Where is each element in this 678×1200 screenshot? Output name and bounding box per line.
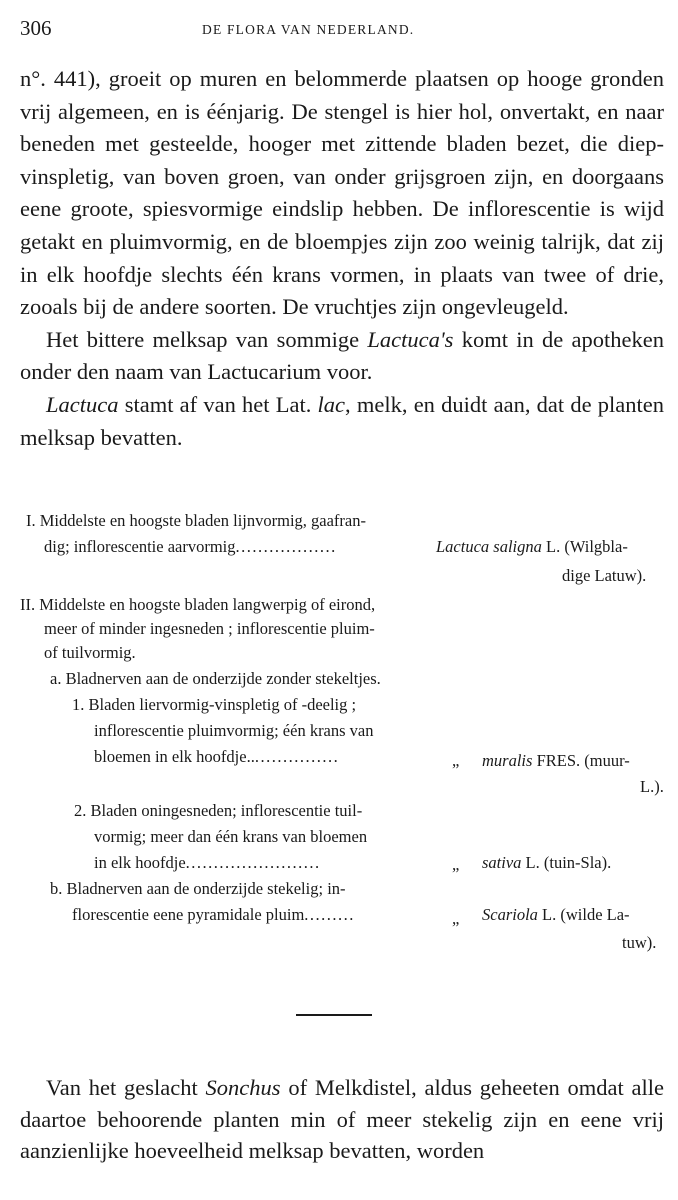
species-author: L. (tuin-Sla).	[521, 853, 612, 872]
key-entry-II-line1: II. Middelste en hoogste bladen langwerpig of eirond,	[20, 595, 376, 614]
species-author: FRES. (muur-	[532, 751, 630, 770]
key-result-I	[436, 534, 628, 559]
paragraph-2-genus: Lactuca's	[367, 326, 454, 352]
paragraph-3-text: stamt af van het Lat.	[118, 391, 318, 417]
key-entry-b-line1: b. Bladnerven aan de onderzijde stekelig; in-	[50, 879, 346, 898]
section-divider	[296, 1014, 372, 1016]
paragraph-3-latin: lac	[317, 391, 346, 417]
key-entry-I-line1: I. Middelste en hoogste bladen lijnvormig, gaafran-	[26, 511, 366, 530]
body-text	[20, 63, 664, 454]
key-entry-b-text: florescentie eene pyramidale pluim	[72, 905, 305, 924]
species-author: L. (Wilgbla-	[541, 537, 628, 556]
species-name: Lactuca saligna	[436, 537, 542, 556]
key-result-a1	[482, 748, 630, 773]
species-name: muralis	[482, 751, 533, 770]
paragraph-3-text-end: , melk, en duidt aan, dat de planten melksap bevatten.	[20, 391, 665, 450]
key-leader-dots: ...............	[254, 747, 340, 766]
paragraph-2-text-end: komt in de apotheken onder den naam van Lactucarium voor.	[20, 326, 665, 385]
paragraph-3-genus: Lactuca	[46, 391, 119, 417]
key-entry-a2-line1: 2. Bladen oningesneden; inflorescentie tuil-	[74, 801, 363, 820]
paragraph-sonchus-text-end: of Melkdistel, aldus geheeten omdat alle daartoe behoorende planten min of meer stekelig zijn en eene vrij aanzienlijke hoeveelheid melksap bevatten, worden	[20, 1075, 664, 1163]
key-leader-dots: .........	[304, 905, 355, 924]
ditto-mark: „	[452, 909, 460, 928]
page-number: 306	[20, 16, 52, 40]
key-result-a1-cont: L.).	[640, 777, 664, 796]
key-entry-I-text: dig; inflorescentie aarvormig	[44, 537, 236, 556]
key-entry-b-line2	[72, 902, 355, 927]
key-entry-a1-line3	[94, 744, 339, 769]
paragraph-3	[20, 389, 664, 454]
paragraph-1: n°. 441), groeit op muren en belommerde plaatsen op hooge gronden vrij algemeen, en is éénjarig. De stengel is hier hol, onvertakt, en naar beneden met gesteelde, hooger met zittende bladen bezet, die diep-vinspletig, van boven groen, van onder grijsgroen zijn, en doorgaans eene groote, spiesvormige eindslip hebben. De inflorescentie is wijd getakt en pluimvormig, en de bloempjes zijn zoo weinig talrijk, dat zij in elk hoofdje slechts één krans vormen, in plaats van twee of drie, zooals bij de andere soorten. De vruchtjes zijn ongevleugeld.	[20, 66, 664, 320]
key-result-b-cont: tuw).	[622, 933, 657, 952]
key-leader-dots: ..................	[235, 537, 337, 556]
running-title: DE FLORA VAN NEDERLAND.	[202, 22, 415, 37]
key-leader-dots: ........................	[185, 853, 321, 872]
key-entry-II-line3: of tuilvormig.	[44, 643, 136, 662]
paragraph-sonchus-text: Van het geslacht	[46, 1075, 206, 1100]
key-entry-I-line2	[44, 534, 337, 559]
species-author: L. (wilde La-	[537, 905, 630, 924]
paragraph-2-text: Het bittere melksap van sommige	[46, 326, 368, 352]
key-result-a2	[482, 850, 611, 875]
key-entry-a1-text: bloemen in elk hoofdje..	[94, 747, 255, 766]
key-entry-II-line2: meer of minder ingesneden ; inflorescentie pluim-	[44, 619, 375, 638]
key-result-b	[482, 902, 630, 927]
ditto-mark: „	[452, 751, 460, 770]
key-entry-a2-line2: vormig; meer dan één krans van bloemen	[94, 827, 368, 846]
key-entry-a1-line2: inflorescentie pluimvormig; één krans van	[94, 721, 374, 740]
key-entry-a: a. Bladnerven aan de onderzijde zonder stekeltjes.	[50, 669, 381, 688]
key-entry-a2-text: in elk hoofdje	[94, 853, 186, 872]
page-header	[20, 14, 664, 42]
key-entry-a2-line3	[94, 850, 321, 875]
key-result-I-cont: dige Latuw).	[562, 566, 647, 585]
key-entry-a1-line1: 1. Bladen liervormig-vinspletig of -deelig ;	[72, 695, 357, 714]
paragraph-sonchus-genus: Sonchus	[205, 1075, 281, 1100]
species-name: sativa	[482, 853, 522, 872]
paragraph-sonchus	[20, 1072, 664, 1167]
paragraph-2	[20, 324, 664, 389]
species-name: Scariola	[482, 905, 538, 924]
ditto-mark: „	[452, 855, 460, 874]
